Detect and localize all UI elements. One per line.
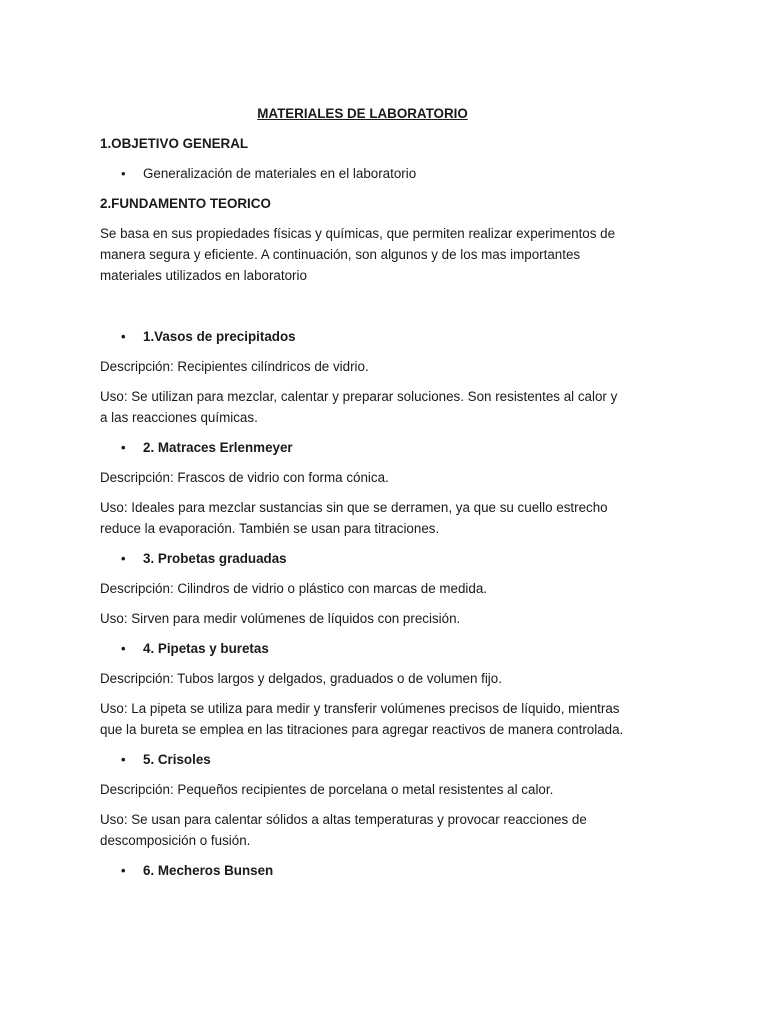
material-use: Uso: Se usan para calentar sólidos a altas temperaturas y provocar reacciones de descomposición o fusión.	[100, 812, 587, 848]
intro-paragraph: Se basa en sus propiedades físicas y químicas, que permiten realizar experimentos de manera segura y eficiente. A continuación, son algunos y de los mas importantes materiales utilizados en laboratorio	[100, 226, 616, 283]
bullet-icon: •	[121, 641, 126, 656]
material-use: Uso: Se utilizan para mezclar, calentar y preparar soluciones. Son resistentes al calor y a las reacciones químicas.	[100, 389, 618, 425]
material-heading	[100, 860, 625, 881]
material-heading	[100, 638, 625, 659]
document-page	[100, 103, 625, 890]
bullet-icon: •	[121, 551, 126, 566]
material-description: Descripción: Pequeños recipientes de porcelana o metal resistentes al calor.	[100, 782, 554, 797]
material-name: 5. Crisoles	[143, 752, 211, 767]
material-description: Descripción: Recipientes cilíndricos de vidrio.	[100, 359, 369, 374]
material-description: Descripción: Tubos largos y delgados, graduados o de volumen fijo.	[100, 671, 502, 686]
bullet-icon: •	[121, 329, 126, 344]
material-heading	[100, 437, 625, 458]
section-heading-objetivo: 1.OBJETIVO GENERAL	[100, 136, 249, 151]
bullet-icon: •	[121, 863, 126, 878]
list-item-text: Generalización de materiales en el laboratorio	[143, 166, 417, 181]
material-use: Uso: Sirven para medir volúmenes de líquidos con precisión.	[100, 611, 461, 626]
material-name: 1.Vasos de precipitados	[143, 329, 296, 344]
material-use: Uso: Ideales para mezclar sustancias sin que se derramen, ya que su cuello estrecho reduce la evaporación. También se usan para titraciones.	[100, 500, 608, 536]
material-name: 3. Probetas graduadas	[143, 551, 287, 566]
material-description: Descripción: Frascos de vidrio con forma cónica.	[100, 470, 389, 485]
material-name: 2. Matraces Erlenmeyer	[143, 440, 293, 455]
bullet-icon: •	[121, 752, 126, 767]
material-use: Uso: La pipeta se utiliza para medir y transferir volúmenes precisos de líquido, mientras que la bureta se emplea en las titraciones para agregar reactivos de manera controlada.	[100, 701, 624, 737]
bullet-icon: •	[121, 440, 126, 455]
material-heading	[100, 749, 625, 770]
bullet-icon: •	[121, 166, 126, 181]
list-item	[100, 163, 625, 184]
material-name: 6. Mecheros Bunsen	[143, 863, 274, 878]
section-heading-fundamento: 2.FUNDAMENTO TEORICO	[100, 196, 271, 211]
material-heading	[100, 326, 625, 347]
spacer	[100, 295, 625, 326]
material-name: 4. Pipetas y buretas	[143, 641, 269, 656]
material-heading	[100, 548, 625, 569]
document-title: MATERIALES DE LABORATORIO	[257, 106, 468, 121]
material-description: Descripción: Cilindros de vidrio o plástico con marcas de medida.	[100, 581, 488, 596]
